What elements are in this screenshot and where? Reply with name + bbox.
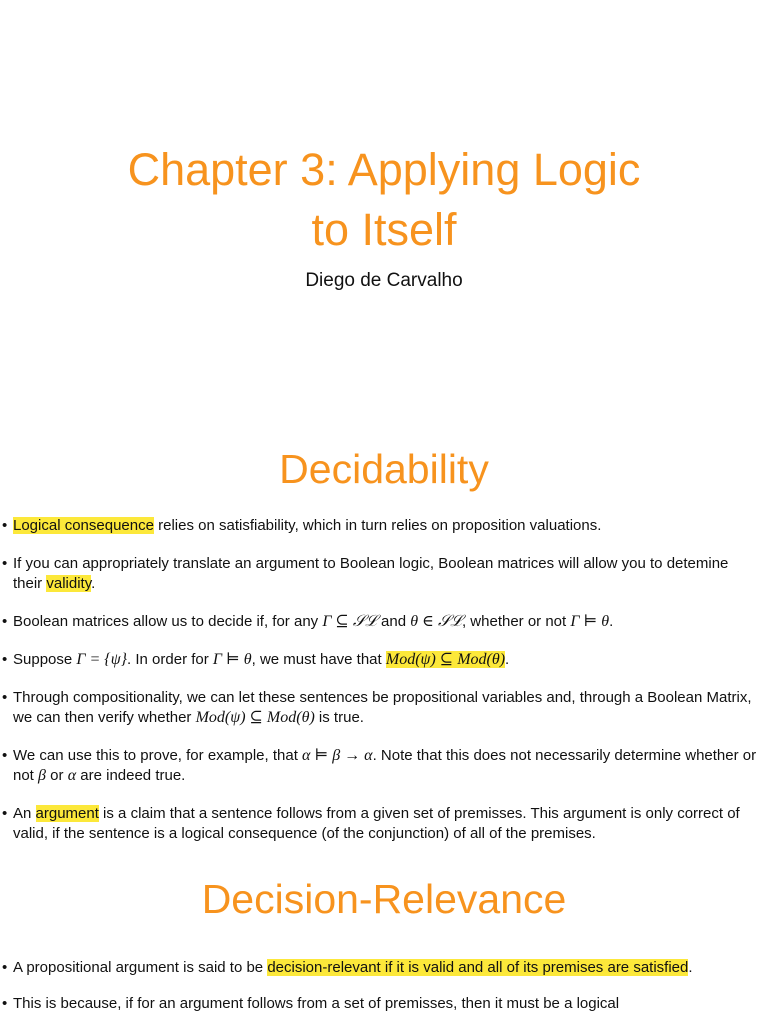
- decision-relevance-bullet-list: [0, 958, 760, 1024]
- bullet-text: We can use this to prove, for example, that: [13, 747, 303, 764]
- chapter-title: [0, 140, 768, 260]
- decidability-bullet-7: [0, 804, 760, 844]
- highlight-argument: argument: [35, 805, 99, 822]
- decidability-bullet-1: [0, 516, 760, 536]
- bullet-text: , we must have that: [251, 651, 386, 668]
- author-name: Diego de Carvalho: [305, 270, 463, 291]
- decidability-bullet-3: [0, 612, 760, 632]
- bullet-text: If you can appropriately translate an argument to Boolean logic, Boolean matrices will allow you to detemine their: [13, 555, 729, 592]
- math-expression: Γ ⊨ θ: [570, 613, 610, 630]
- bullet-text: A propositional argument is said to be: [13, 959, 268, 976]
- bullet-text: Boolean matrices allow us to decide if, for any: [13, 613, 323, 630]
- decidability-bullet-2: [0, 554, 760, 594]
- bullet-text: . Note that this does not necessarily determine whether or not: [13, 747, 757, 784]
- math-expression: Γ = {ψ}: [76, 651, 128, 668]
- bullet-text: is true.: [314, 709, 364, 726]
- bullet-text: is a claim that a sentence follows from a given set of premisses. This argument is only correct of valid, if the sentence is a logical consequence (of the conjunction) of all of the premises.: [13, 805, 740, 842]
- bullet-text: .: [609, 613, 614, 630]
- bullet-text: .: [505, 651, 510, 668]
- highlight-validity: validity: [46, 575, 92, 592]
- relevance-bullet-2: [0, 994, 760, 1014]
- section-heading-decision-relevance: Decision-Relevance: [201, 876, 567, 922]
- math-expression: β: [38, 767, 46, 784]
- bullet-text: .: [688, 959, 693, 976]
- chapter-title-line-2: to Itself: [311, 204, 457, 255]
- bullet-text: . In order for: [127, 651, 213, 668]
- chapter-title-line-1: Chapter 3: Applying Logic: [127, 144, 641, 195]
- math-expression: Mod(ψ) ⊆ Mod(θ): [195, 709, 315, 726]
- bullet-text: .: [91, 575, 96, 592]
- decidability-bullet-4: [0, 650, 760, 670]
- decidability-bullet-5: [0, 688, 760, 728]
- bullet-text: are indeed true.: [76, 767, 186, 784]
- math-expression: Γ ⊨ θ: [212, 651, 252, 668]
- bullet-text: relies on satisfiability, which in turn relies on proposition valuations.: [153, 517, 602, 534]
- title-block: [0, 140, 768, 292]
- bullet-text: Through compositionality, we can let these sentences be propositional variables and, through a Boolean Matrix, we can then verify whether: [13, 689, 752, 726]
- highlight-mod-inclusion: Mod(ψ) ⊆ Mod(θ): [385, 651, 506, 668]
- relevance-bullet-1: [0, 958, 760, 978]
- math-expression: α ⊨ β → α: [302, 747, 373, 764]
- highlight-logical-consequence: Logical consequence: [13, 517, 154, 534]
- bullet-text: Suppose: [13, 651, 77, 668]
- bullet-text: This is because, if for an argument follows from a set of premisses, then it must be a logical: [13, 995, 620, 1012]
- bullet-text: An: [13, 805, 36, 822]
- math-expression: θ ∈ 𝒮ℒ: [410, 613, 462, 630]
- decidability-bullet-list: [0, 516, 760, 862]
- bullet-text: and: [376, 613, 411, 630]
- section-heading-decidability: Decidability: [279, 446, 489, 492]
- bullet-text: or: [46, 767, 68, 784]
- bullet-text: , whether or not: [461, 613, 571, 630]
- math-expression: α: [67, 767, 77, 784]
- math-expression: Γ ⊆ 𝒮ℒ: [322, 613, 377, 630]
- highlight-decision-relevant: decision-relevant if it is valid and all of its premises are satisfied: [267, 959, 689, 976]
- decidability-bullet-6: [0, 746, 760, 786]
